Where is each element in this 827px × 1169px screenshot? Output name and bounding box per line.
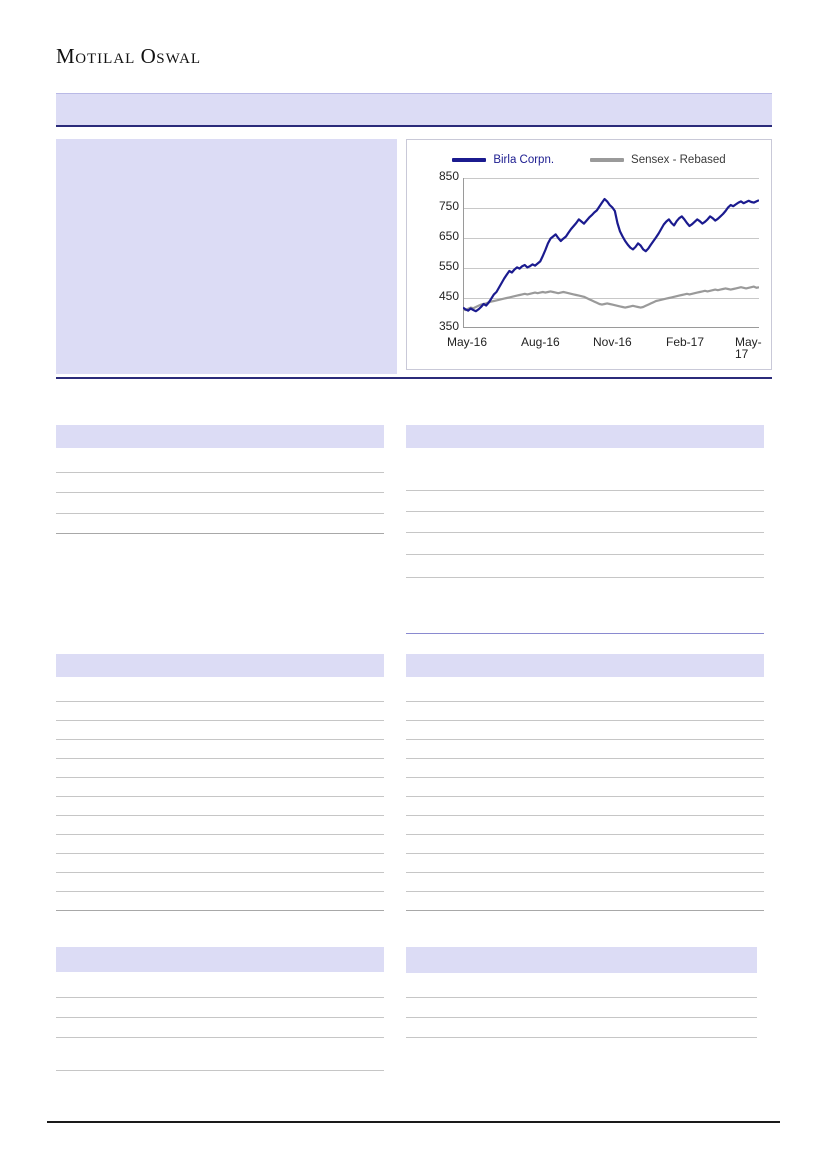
table-row (406, 973, 757, 998)
table-row (406, 1018, 757, 1038)
table-row (406, 491, 764, 512)
report-title-band (56, 93, 772, 126)
table-4-header (406, 654, 764, 677)
legend-label-series-a: Birla Corpn. (493, 154, 555, 166)
logo-text-otilal: OTILAL (75, 51, 136, 67)
legend-item-birla-corpn (452, 154, 554, 166)
table-row (56, 448, 384, 473)
table-block-1 (56, 425, 384, 534)
x-tick-nov-16: Nov-16 (593, 335, 632, 349)
table-row (406, 797, 764, 816)
table-row (56, 740, 384, 759)
x-tick-may-17: May-17 (735, 335, 762, 361)
table-block-5 (56, 947, 384, 1071)
table-row (56, 854, 384, 873)
table-row (56, 835, 384, 854)
chart-legend (407, 154, 771, 166)
y-tick-850: 850 (438, 169, 459, 183)
table-row (406, 702, 764, 721)
logo-letter-m: M (56, 44, 76, 68)
y-tick-450: 450 (438, 289, 459, 303)
table-row (406, 448, 764, 491)
logo-text-swal: SWAL (156, 51, 202, 67)
table-row (56, 892, 384, 911)
table-row (406, 816, 764, 835)
chart-plot-area (463, 178, 759, 328)
table-row (56, 677, 384, 702)
table-2-header (406, 425, 764, 448)
company-logo (56, 44, 201, 69)
table-row (406, 677, 764, 702)
table-1-header (56, 425, 384, 448)
table-block-4 (406, 654, 764, 911)
table-block-2 (406, 425, 764, 634)
table-row (56, 702, 384, 721)
header-bottom-rule (56, 377, 772, 379)
table-row (406, 512, 764, 533)
table-row (56, 493, 384, 514)
chart-line-birla (463, 199, 759, 311)
y-tick-650: 650 (438, 229, 459, 243)
legend-swatch-series-a (452, 158, 486, 162)
legend-item-sensex-rebased (590, 154, 726, 166)
chart-x-axis-labels (447, 335, 767, 361)
table-row (406, 873, 764, 892)
table-row (56, 759, 384, 778)
legend-swatch-series-b (590, 158, 624, 162)
chart-svg (463, 178, 759, 328)
chart-gridlines (463, 178, 759, 328)
table-row (56, 778, 384, 797)
table-row (406, 740, 764, 759)
table-row (56, 816, 384, 835)
table-row (56, 721, 384, 740)
summary-highlight-box (56, 139, 397, 374)
table-5-header (56, 947, 384, 972)
footer-rule (47, 1121, 780, 1123)
table-row (406, 998, 757, 1018)
table-row (406, 578, 764, 634)
table-row (56, 972, 384, 998)
table-row (56, 514, 384, 534)
table-row (406, 533, 764, 555)
table-row (406, 721, 764, 740)
table-row (56, 473, 384, 493)
table-block-3 (56, 654, 384, 911)
table-block-6 (406, 947, 757, 1038)
x-tick-aug-16: Aug-16 (521, 335, 560, 349)
y-tick-350: 350 (438, 319, 459, 333)
x-tick-may-16: May-16 (447, 335, 488, 349)
table-row (406, 555, 764, 578)
table-row (56, 873, 384, 892)
y-tick-750: 750 (438, 199, 459, 213)
table-row (406, 778, 764, 797)
table-row (406, 835, 764, 854)
table-row (406, 759, 764, 778)
y-tick-550: 550 (438, 259, 459, 273)
table-row (56, 1018, 384, 1038)
stock-performance-chart (406, 139, 772, 370)
x-tick-feb-17: Feb-17 (666, 335, 705, 349)
table-row (56, 1038, 384, 1071)
title-band-rule (56, 125, 772, 127)
table-row (406, 892, 764, 911)
table-3-header (56, 654, 384, 677)
legend-label-series-b: Sensex - Rebased (631, 154, 726, 166)
chart-y-axis-labels (415, 170, 459, 336)
table-6-header (406, 947, 757, 973)
table-row (56, 797, 384, 816)
logo-letter-o: O (140, 44, 157, 68)
table-row (56, 998, 384, 1018)
table-row (406, 854, 764, 873)
